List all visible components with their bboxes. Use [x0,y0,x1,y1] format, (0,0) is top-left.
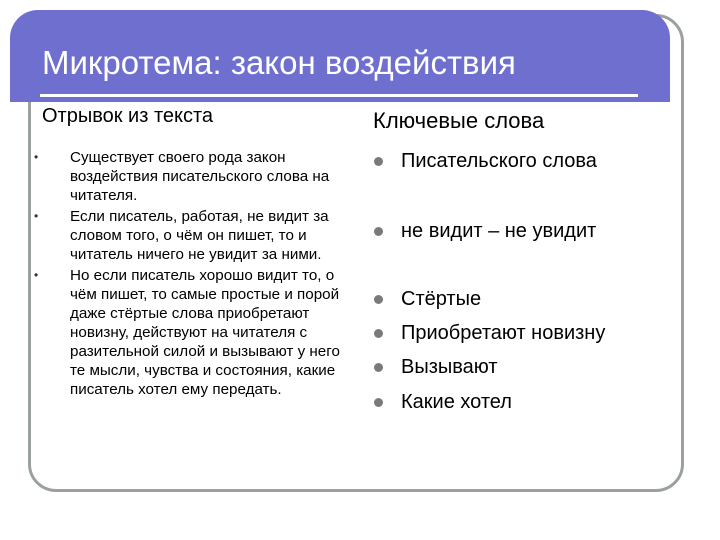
keyword-text: не видит – не увидит [401,220,597,242]
excerpt-text: Но если писатель хорошо видит то, о чём пишет, то самые простые и порой даже стёртые слова приобретают новизну, действуют на читателя с разительной силой и вызывают у него те мысли, чувства и состояния, какие писатель хотел ему передать. [70,267,340,398]
keyword-text: Вызывают [401,356,498,378]
bullet-dot-icon [374,329,383,338]
excerpt-item [34,266,354,399]
title-underline [40,94,638,97]
slide-title: Микротема: закон воздействия [42,44,516,81]
excerpt-text: Существует своего рода закон воздействия писательского слова на читателя. [70,149,330,204]
bullet-dot-icon [374,295,383,304]
keyword-text: Стёртые [401,288,482,310]
bullet-dot-icon [374,398,383,407]
excerpt-item [34,148,354,205]
keyword-text: Писательского слова [401,150,597,172]
excerpt-item [34,207,354,264]
bullet-dot-icon [374,227,383,236]
bullet-dot-icon [374,157,383,166]
keyword-text: Приобретают новизну [401,322,606,344]
bullet-icon: • [34,268,39,282]
keywords-heading: Ключевые слова [373,108,545,133]
excerpt-heading: Отрывок из текста [42,105,214,127]
bullet-dot-icon [374,363,383,372]
keyword-text: Какие хотел [401,391,512,413]
bullet-icon: • [34,209,39,223]
excerpt-text: Если писатель, работая, не видит за словом того, о чём он пишет, то и читатель ничего не увидит за ними. [70,208,329,263]
bullet-icon: • [34,150,39,164]
excerpt-list [34,148,354,401]
